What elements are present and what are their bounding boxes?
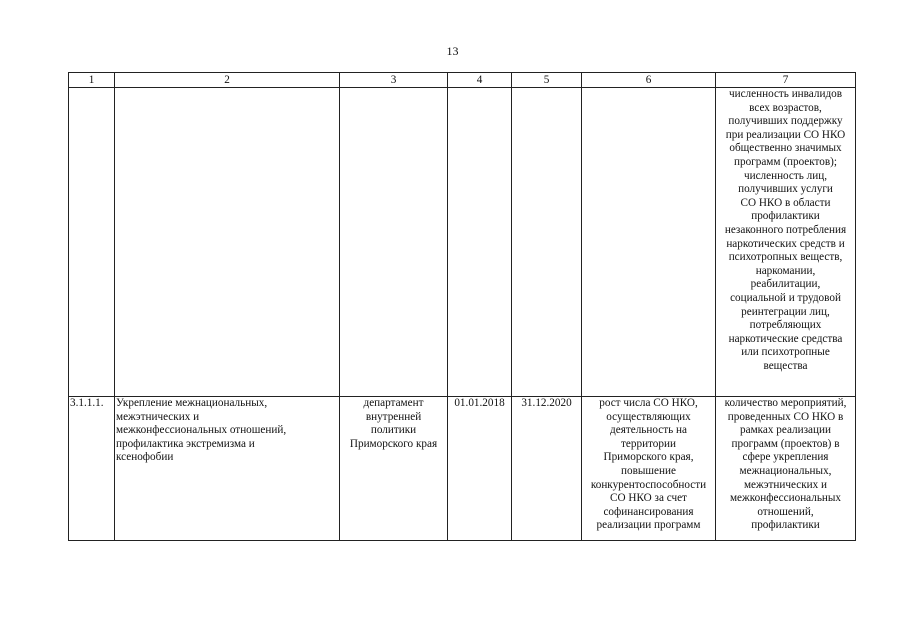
cell-end-date: 31.12.2020 bbox=[512, 397, 582, 541]
cell-indicator bbox=[716, 397, 856, 541]
column-header-7: 7 bbox=[716, 73, 856, 88]
cell-number bbox=[69, 88, 115, 397]
cell-end-date bbox=[512, 88, 582, 397]
table-header-row bbox=[69, 73, 856, 88]
cell-responsible bbox=[340, 88, 448, 397]
cell-number: 3.1.1.1. bbox=[69, 397, 115, 541]
page-number: 13 bbox=[446, 44, 459, 58]
cell-start-date: 01.01.2018 bbox=[448, 397, 512, 541]
cell-expected-result bbox=[582, 88, 716, 397]
cell-indicator bbox=[716, 88, 856, 397]
cell-start-date bbox=[448, 88, 512, 397]
cell-responsible: департамент внутренней политики Приморского края bbox=[340, 397, 448, 541]
cell-event-name bbox=[115, 88, 340, 397]
cell-event-name: Укрепление межнациональных, межэтнических и межконфессиональных отношений, профилактика экстремизма и ксенофобии bbox=[115, 397, 340, 541]
program-table bbox=[68, 72, 856, 541]
column-header-2: 2 bbox=[115, 73, 340, 88]
column-header-6: 6 bbox=[582, 73, 716, 88]
column-header-3: 3 bbox=[340, 73, 448, 88]
column-header-4: 4 bbox=[448, 73, 512, 88]
cell-indicator-text: количество мероприятий, проведенных СО НКО в рамках реализации программ (проектов) в сфере укрепления межнациональных, межэтнических и межконфессиональных отношений, профилактики bbox=[724, 397, 847, 532]
cell-indicator-text: численность инвалидов всех возрастов, получивших поддержку при реализации СО НКО общественно значимых программ (проектов); численность лиц, получивших услуги СО НКО в области профилактики незаконного потребления наркотических средств и психотропных веществ, наркомании, реабилитации, социальной и трудовой реинтеграции лиц, потребляющих наркотические средства или психотропные вещества bbox=[724, 88, 847, 372]
cell-expected-result-text: рост числа СО НКО, осуществляющих деятельность на территории Приморского края, повышение конкурентоспособности СО НКО за счет софинансирования реализации программ bbox=[590, 397, 707, 532]
column-header-1: 1 bbox=[69, 73, 115, 88]
column-header-5: 5 bbox=[512, 73, 582, 88]
cell-expected-result bbox=[582, 397, 716, 541]
table-row bbox=[69, 88, 856, 397]
table-row bbox=[69, 397, 856, 541]
